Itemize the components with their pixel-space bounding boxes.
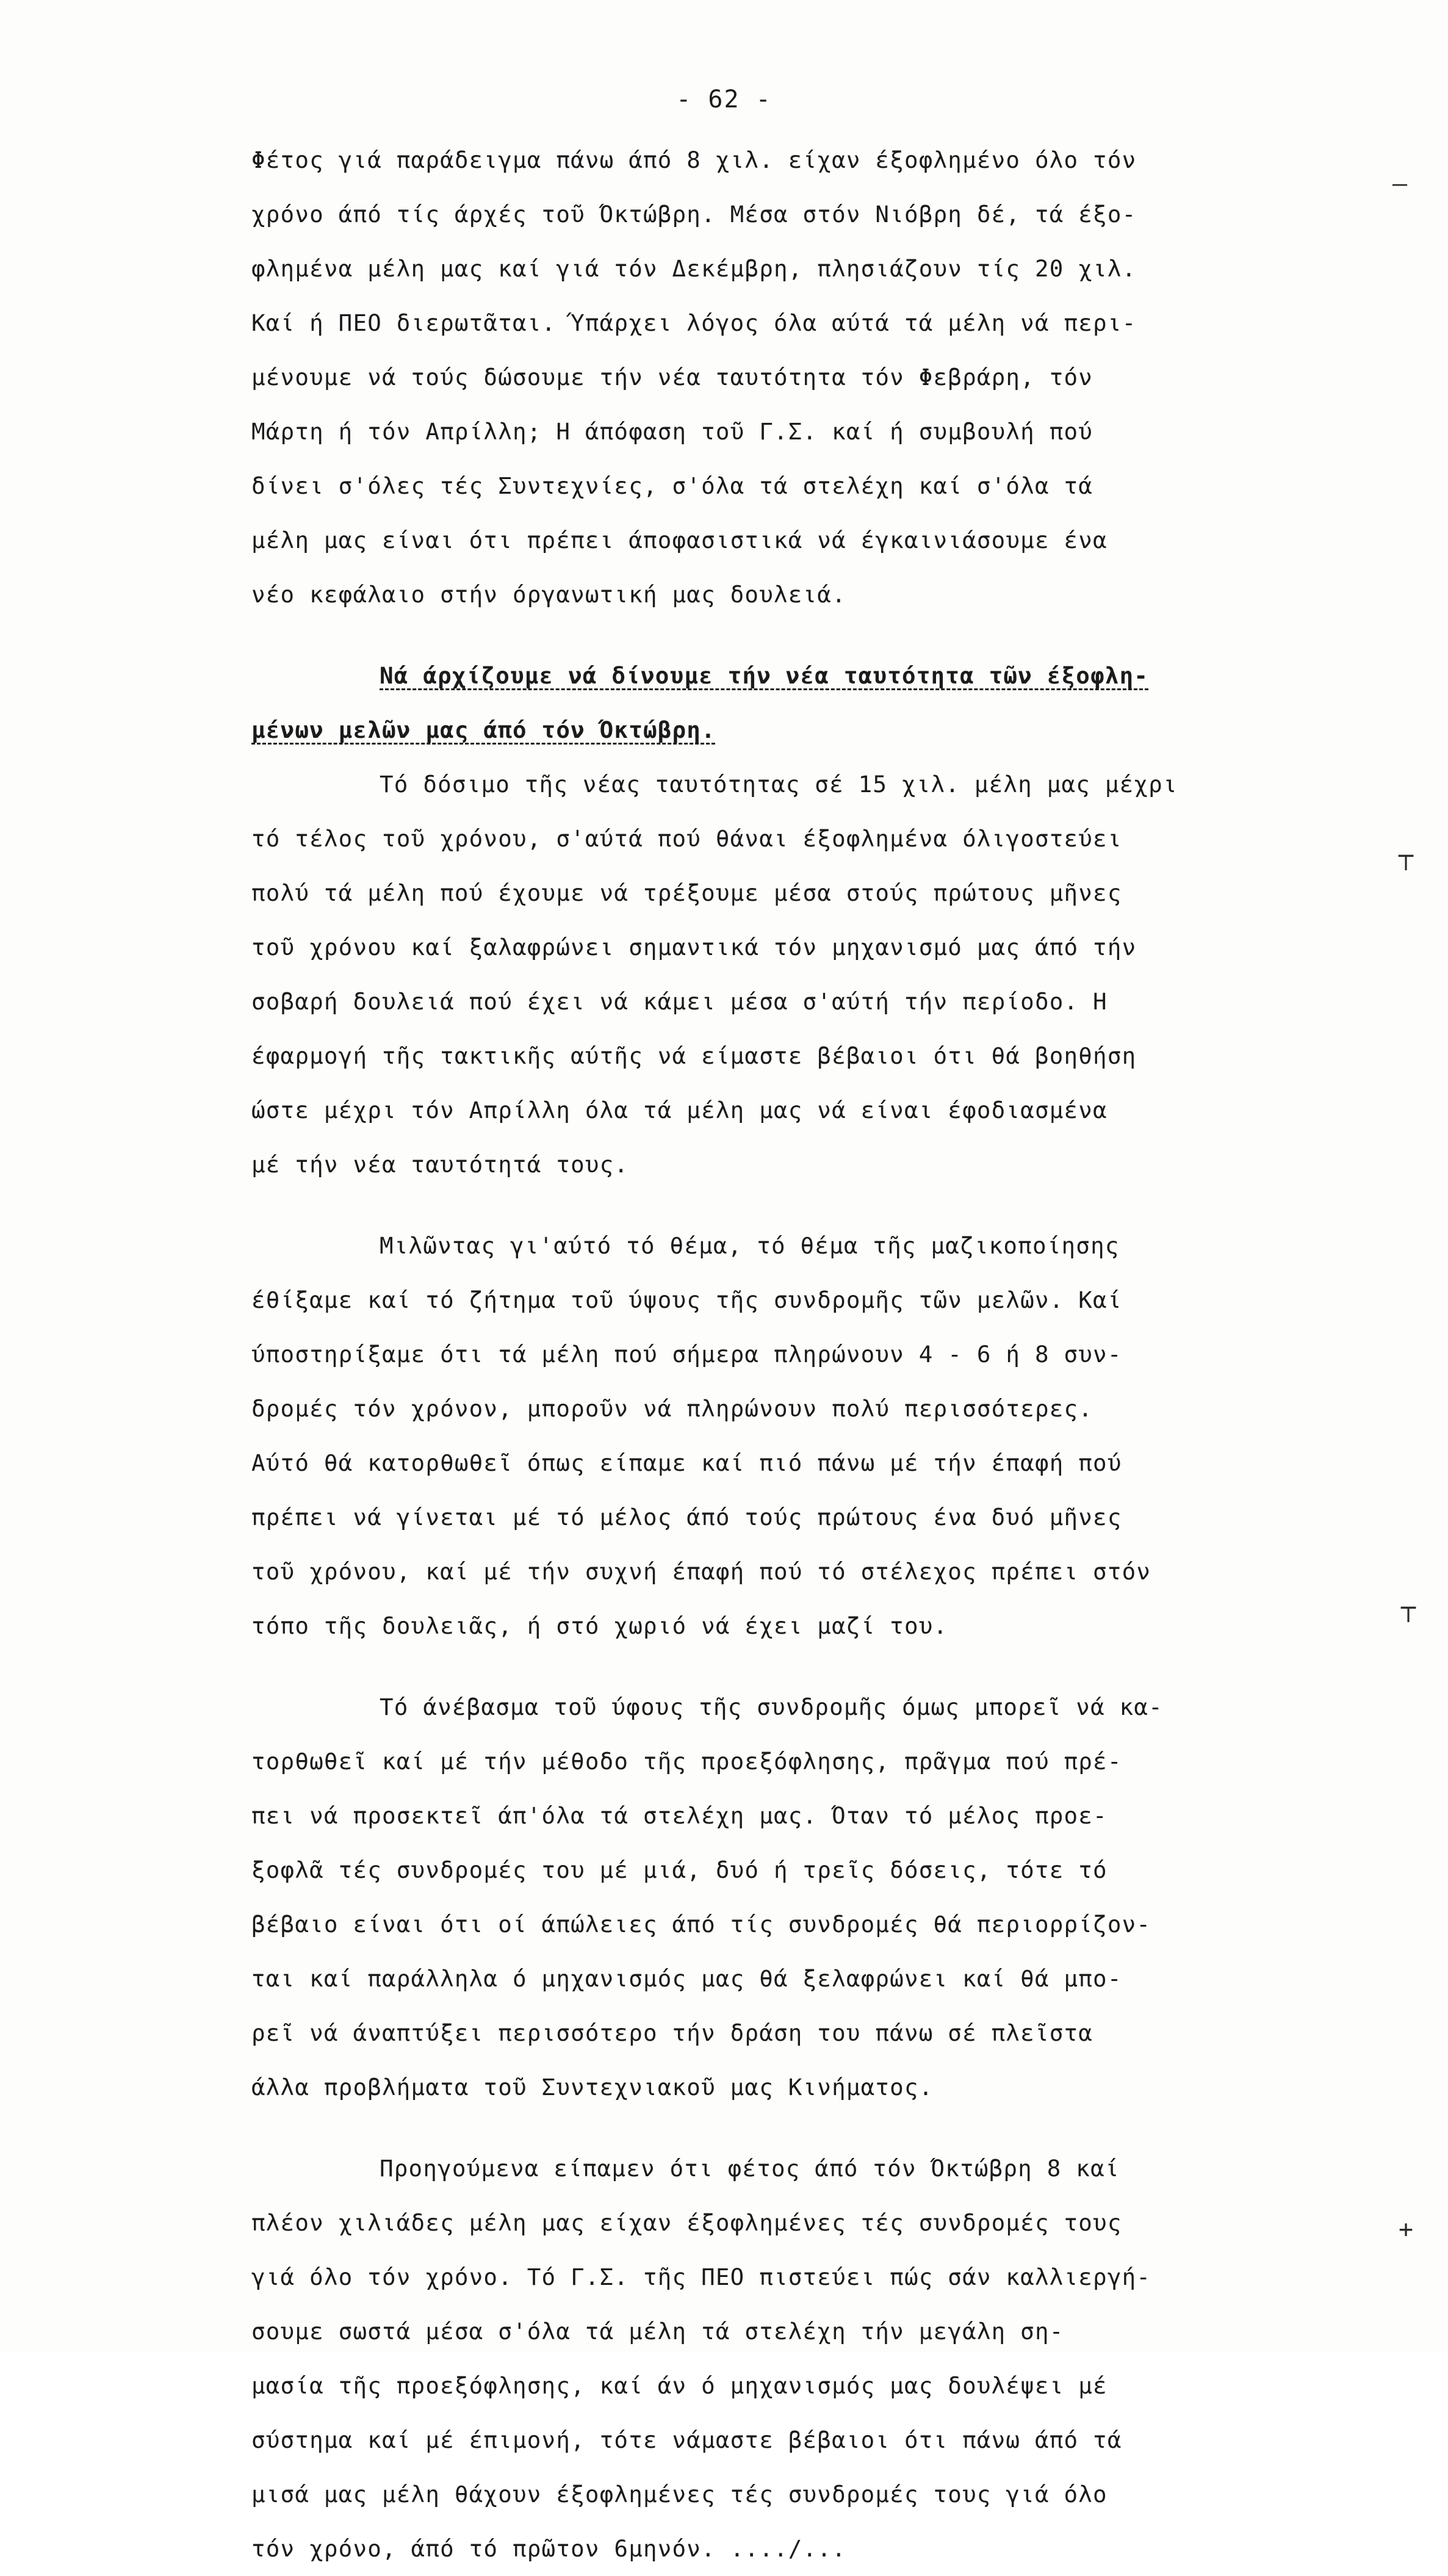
text-line: μέ τήν νέα ταυτότητά τους. — [251, 1151, 629, 1178]
margin-mark-icon: ┬ — [1399, 842, 1414, 870]
text-line: σύστημα καί μέ έπιμονή, τότε νάμαστε βέβαιοι ότι πάνω άπό τά — [251, 2426, 1122, 2453]
text-line: χρόνο άπό τίς άρχές τοῦ Όκτώβρη. Μέσα στόν Νιόβρη δέ, τά έξο- — [251, 201, 1137, 228]
text-line: δρομές τόν χρόνον, μποροῦν νά πληρώνουν πολύ περισσότερες. — [251, 1395, 1093, 1422]
text-line: μασία τῆς προεξόφλησης, καί άν ό μηχανισμός μας δουλέψει μέ — [251, 2372, 1108, 2399]
paragraph-gap — [251, 2115, 1289, 2141]
text-line: μένουμε νά τούς δώσουμε τήν νέα ταυτότητα τόν Φεβράρη, τόν — [251, 364, 1093, 391]
text-line: ώστε μέχρι τόν Απρίλλη όλα τά μέλη μας νά είναι έφοδιασμένα — [251, 1097, 1108, 1124]
paragraph — [251, 2141, 1289, 2576]
text-line: φλημένα μέλη μας καί γιά τόν Δεκέμβρη, πλησιάζουν τίς 20 χιλ. — [251, 255, 1137, 282]
text-line: τό τέλος τοῦ χρόνου, σ'αύτά πού θάναι έξοφλημένα όλιγοστεύει — [251, 825, 1122, 852]
text-line: μισά μας μέλη θάχουν έξοφλημένες τές συνδρομές τους γιά όλο — [251, 2481, 1108, 2508]
text-line: Προηγούμενα είπαμεν ότι φέτος άπό τόν Όκτώβρη 8 καί — [380, 2155, 1120, 2182]
margin-mark-icon: + — [1399, 2215, 1414, 2243]
text-line: Μιλῶντας γι'αύτό τό θέμα, τό θέμα τῆς μαζικοποίησης — [380, 1232, 1120, 1259]
text-line: νέο κεφάλαιο στήν όργανωτική μας δουλειά. — [251, 581, 846, 608]
heading-line: Νά άρχίζουμε νά δίνουμε τήν νέα ταυτότητα τῶν έξοφλη- — [380, 662, 1149, 689]
body-text — [251, 133, 1289, 2576]
text-line: σοβαρή δουλειά πού έχει νά κάμει μέσα σ'αύτή τήν περίοδο. Η — [251, 988, 1108, 1015]
text-line: Φέτος γιά παράδειγμα πάνω άπό 8 χιλ. είχαν έξοφλημένο όλο τόν — [251, 146, 1137, 173]
text-line: τορθωθεῖ καί μέ τήν μέθοδο τῆς προεξόφλησης, πρᾶγμα πού πρέ- — [251, 1748, 1122, 1775]
text-line: πρέπει νά γίνεται μέ τό μέλος άπό τούς πρώτους ένα δυό μῆνες — [251, 1504, 1122, 1531]
paragraph — [251, 133, 1289, 622]
text-line: σουμε σωστά μέσα σ'όλα τά μέλη τά στελέχη τήν μεγάλη ση- — [251, 2318, 1064, 2345]
heading-line: μένων μελῶν μας άπό τόν Όκτώβρη. — [251, 716, 716, 743]
text-line: ρεῖ νά άναπτύξει περισσότερο τήν δράση του πάνω σέ πλεῖστα — [251, 2019, 1093, 2046]
text-line: έφαρμογή τῆς τακτικῆς αύτῆς νά είμαστε βέβαιοι ότι θά βοηθήση — [251, 1042, 1137, 1069]
paragraph — [251, 1680, 1289, 2115]
text-line: Καί ή ΠΕΟ διερωτᾶται. Ύπάρχει λόγος όλα αύτά τά μέλη νά περι- — [251, 309, 1137, 336]
text-line: άλλα προβλήματα τοῦ Συντεχνιακοῦ μας Κινήματος. — [251, 2074, 934, 2101]
section-heading — [251, 649, 1289, 757]
text-line: Τό δόσιμο τῆς νέας ταυτότητας σέ 15 χιλ. μέλη μας μέχρι — [380, 771, 1178, 798]
text-line: ται καί παράλληλα ό μηχανισμός μας θά ξελαφρώνει καί θά μπο- — [251, 1965, 1122, 1992]
text-line: Αύτό θά κατορθωθεῖ όπως είπαμε καί πιό πάνω μέ τήν έπαφή πού — [251, 1449, 1122, 1476]
text-line: τοῦ χρόνου καί ξαλαφρώνει σημαντικά τόν μηχανισμό μας άπό τήν — [251, 934, 1137, 961]
text-line: τόπο τῆς δουλειᾶς, ή στό χωριό νά έχει μαζί του. — [251, 1612, 948, 1639]
paragraph — [251, 757, 1289, 1192]
text-line: βέβαιο είναι ότι οί άπώλειες άπό τίς συνδρομές θά περιορρίζον- — [251, 1911, 1151, 1938]
text-line: τόν χρόνο, άπό τό πρῶτον 6μηνόν. ..../... — [251, 2535, 846, 2562]
text-line: γιά όλο τόν χρόνο. Τό Γ.Σ. τῆς ΠΕΟ πιστεύει πώς σάν καλλιεργή- — [251, 2264, 1151, 2290]
paragraph — [251, 1219, 1289, 1653]
paragraph-gap — [251, 622, 1289, 649]
page-number: - 62 - — [676, 85, 772, 114]
text-line: δίνει σ'όλες τές Συντεχνίες, σ'όλα τά στελέχη καί σ'όλα τά — [251, 472, 1093, 499]
text-line: Τό άνέβασμα τοῦ ύφους τῆς συνδρομῆς όμως μπορεῖ νά κα- — [380, 1694, 1163, 1720]
text-line: τοῦ χρόνου, καί μέ τήν συχνή έπαφή πού τό στέλεχος πρέπει στόν — [251, 1558, 1151, 1585]
text-line: πλέον χιλιάδες μέλη μας είχαν έξοφλημένες τές συνδρομές τους — [251, 2209, 1122, 2236]
text-line: ύποστηρίξαμε ότι τά μέλη πού σήμερα πληρώνουν 4 - 6 ή 8 συν- — [251, 1341, 1122, 1368]
text-line: μέλη μας είναι ότι πρέπει άποφασιστικά νά έγκαινιάσουμε ένα — [251, 527, 1108, 554]
text-line: πολύ τά μέλη πού έχουμε νά τρέξουμε μέσα στούς πρώτους μῆνες — [251, 879, 1122, 906]
text-line: Μάρτη ή τόν Απρίλλη; Η άπόφαση τοῦ Γ.Σ. καί ή συμβουλή πού — [251, 418, 1093, 445]
paragraph-gap — [251, 1192, 1289, 1219]
margin-mark-icon: — — [1392, 170, 1408, 198]
text-line: πει νά προσεκτεῖ άπ'όλα τά στελέχη μας. Όταν τό μέλος προε- — [251, 1802, 1108, 1829]
margin-mark-icon: ┬ — [1401, 1594, 1416, 1622]
paragraph-gap — [251, 1653, 1289, 1680]
text-line: έθίξαμε καί τό ζήτημα τοῦ ύψους τῆς συνδρομῆς τῶν μελῶν. Καί — [251, 1286, 1122, 1313]
text-line: ξοφλᾶ τές συνδρομές του μέ μιά, δυό ή τρεῖς δόσεις, τότε τό — [251, 1856, 1108, 1883]
